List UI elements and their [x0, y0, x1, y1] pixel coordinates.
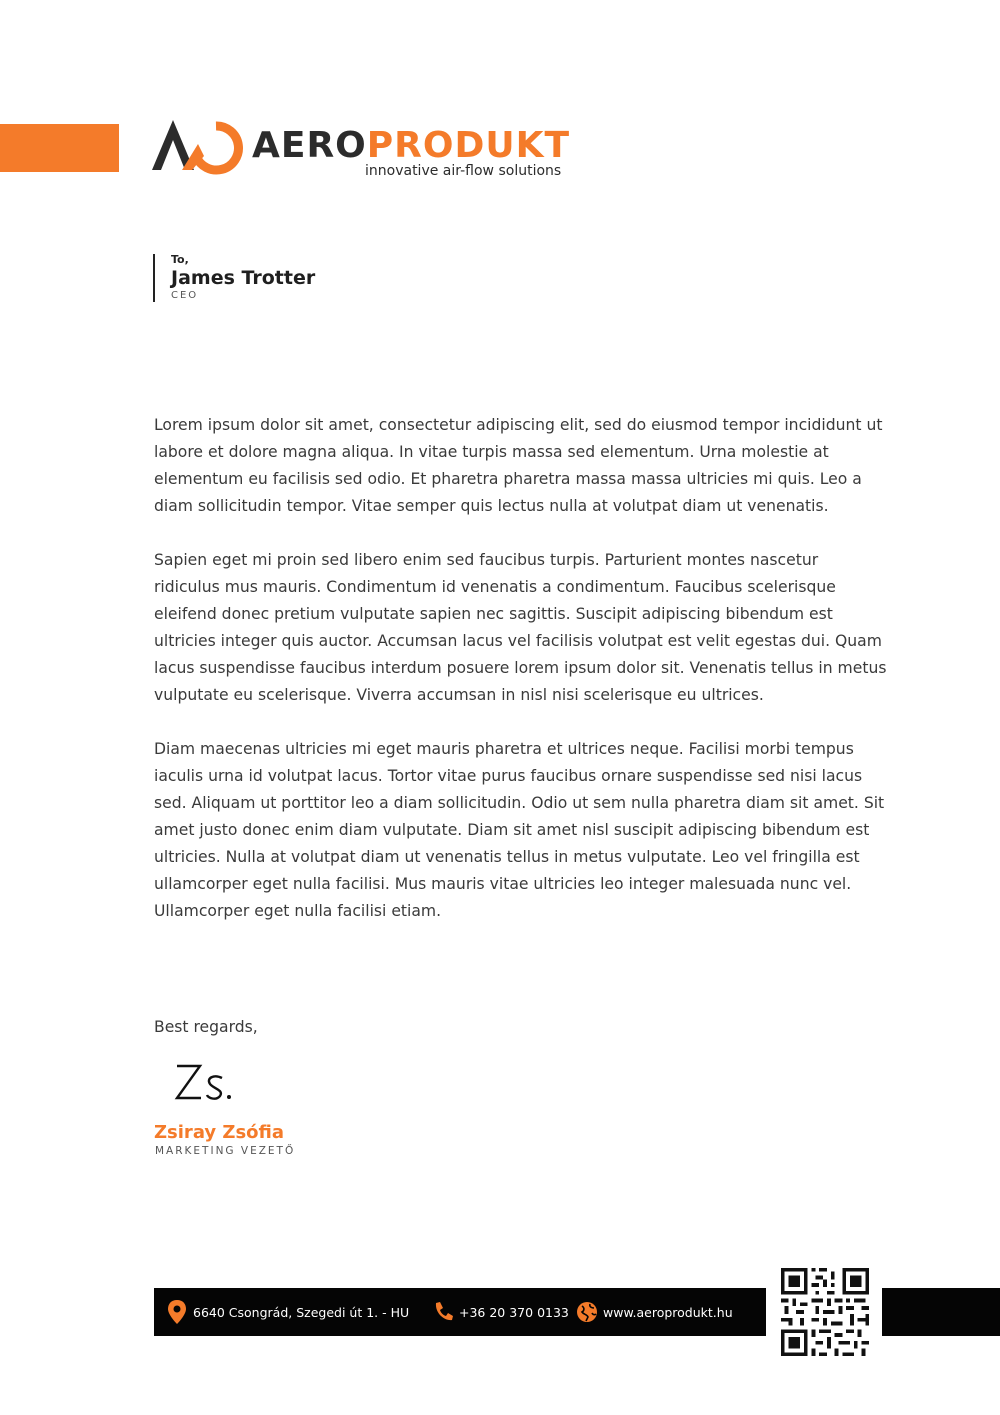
body-paragraph-3: Diam maecenas ultricies mi eget mauris pharetra et ultrices neque. Facilisi morbi tempus iaculis urna id volutpat lacus. Tortor vitae purus faucibus ornare suspendisse sed nisi lacus sed. Aliquam ut porttitor leo a diam sollicitudin. Odio ut sem nulla pharetra diam sit amet. Sit amet justo donec enim diam vulputate. Diam sit amet nisl suscipit adipiscing bibendum est ultricies. Nulla at volutpat diam ut venenatis tellus in metus vulputate. Leo vel fringilla est ullamcorper eget nulla facilisi. Mus mauris vitae ultricies leo integer malesuada nunc vel. Ullamcorper eget nulla facilisi etiam. [154, 740, 885, 920]
location-pin-icon [166, 1299, 188, 1325]
footer-right-bar [882, 1288, 1000, 1336]
logo-word-produkt: PRODUKT [366, 125, 571, 166]
body-paragraph-1: Lorem ipsum dolor sit amet, consectetur adipiscing elit, sed do eiusmod tempor incididunt ut labore et dolore magna aliqua. In vitae turpis massa sed elementum. Urna molestie at elementum eu facilisis sed odio. Et pharetra pharetra massa massa ultricies mi quis. Leo a diam sollicitudin tempor. Vitae semper quis lectus nulla at volutpat diam ut venenatis. [154, 416, 883, 515]
logo-word-aero: AERO [252, 125, 367, 166]
recipient-name: James Trotter [171, 267, 316, 289]
globe-icon [576, 1299, 598, 1325]
sender-title: MARKETING VEZETŐ [155, 1145, 296, 1157]
to-label: To, [171, 253, 189, 266]
logo-tagline: innovative air-flow solutions [365, 163, 562, 179]
company-logo [152, 118, 572, 180]
footer-website[interactable] [576, 1288, 733, 1336]
logo-mark-icon [152, 118, 248, 180]
phone-icon [432, 1299, 454, 1325]
footer-phone-text: +36 20 370 0133 [459, 1304, 569, 1320]
handwritten-signature [174, 1058, 254, 1108]
recipient-title: CEO [171, 290, 199, 301]
recipient-block [153, 254, 315, 302]
footer-phone[interactable] [432, 1288, 569, 1336]
sender-name: Zsiray Zsófia [154, 1122, 285, 1143]
closing-text: Best regards, [154, 1018, 258, 1036]
logo-wordmark [252, 126, 570, 166]
letter-body [154, 412, 888, 952]
orange-accent-bar [0, 124, 119, 172]
qr-code [776, 1264, 874, 1360]
footer-address-text: 6640 Csongrád, Szegedi út 1. - HU [193, 1304, 410, 1320]
footer-contact-bar [154, 1288, 766, 1336]
footer-address [166, 1288, 409, 1336]
body-paragraph-2: Sapien eget mi proin sed libero enim sed faucibus turpis. Parturient montes nascetur ridiculus mus mauris. Condimentum id venenatis a condimentum. Faucibus scelerisque eleifend donec pretium vulputate sapien nec sagittis. Suscipit adipiscing bibendum est ultricies integer quis auctor. Accumsan lacus vel facilisis volutpat est velit egestas dui. Quam lacus suspendisse faucibus interdum posuere lorem ipsum dolor sit. Venenatis tellus in metus vulputate eu scelerisque. Viverra accumsan in nisl nisi scelerisque eu ultrices. [154, 551, 887, 704]
footer-website-text: www.aeroprodukt.hu [603, 1304, 733, 1320]
